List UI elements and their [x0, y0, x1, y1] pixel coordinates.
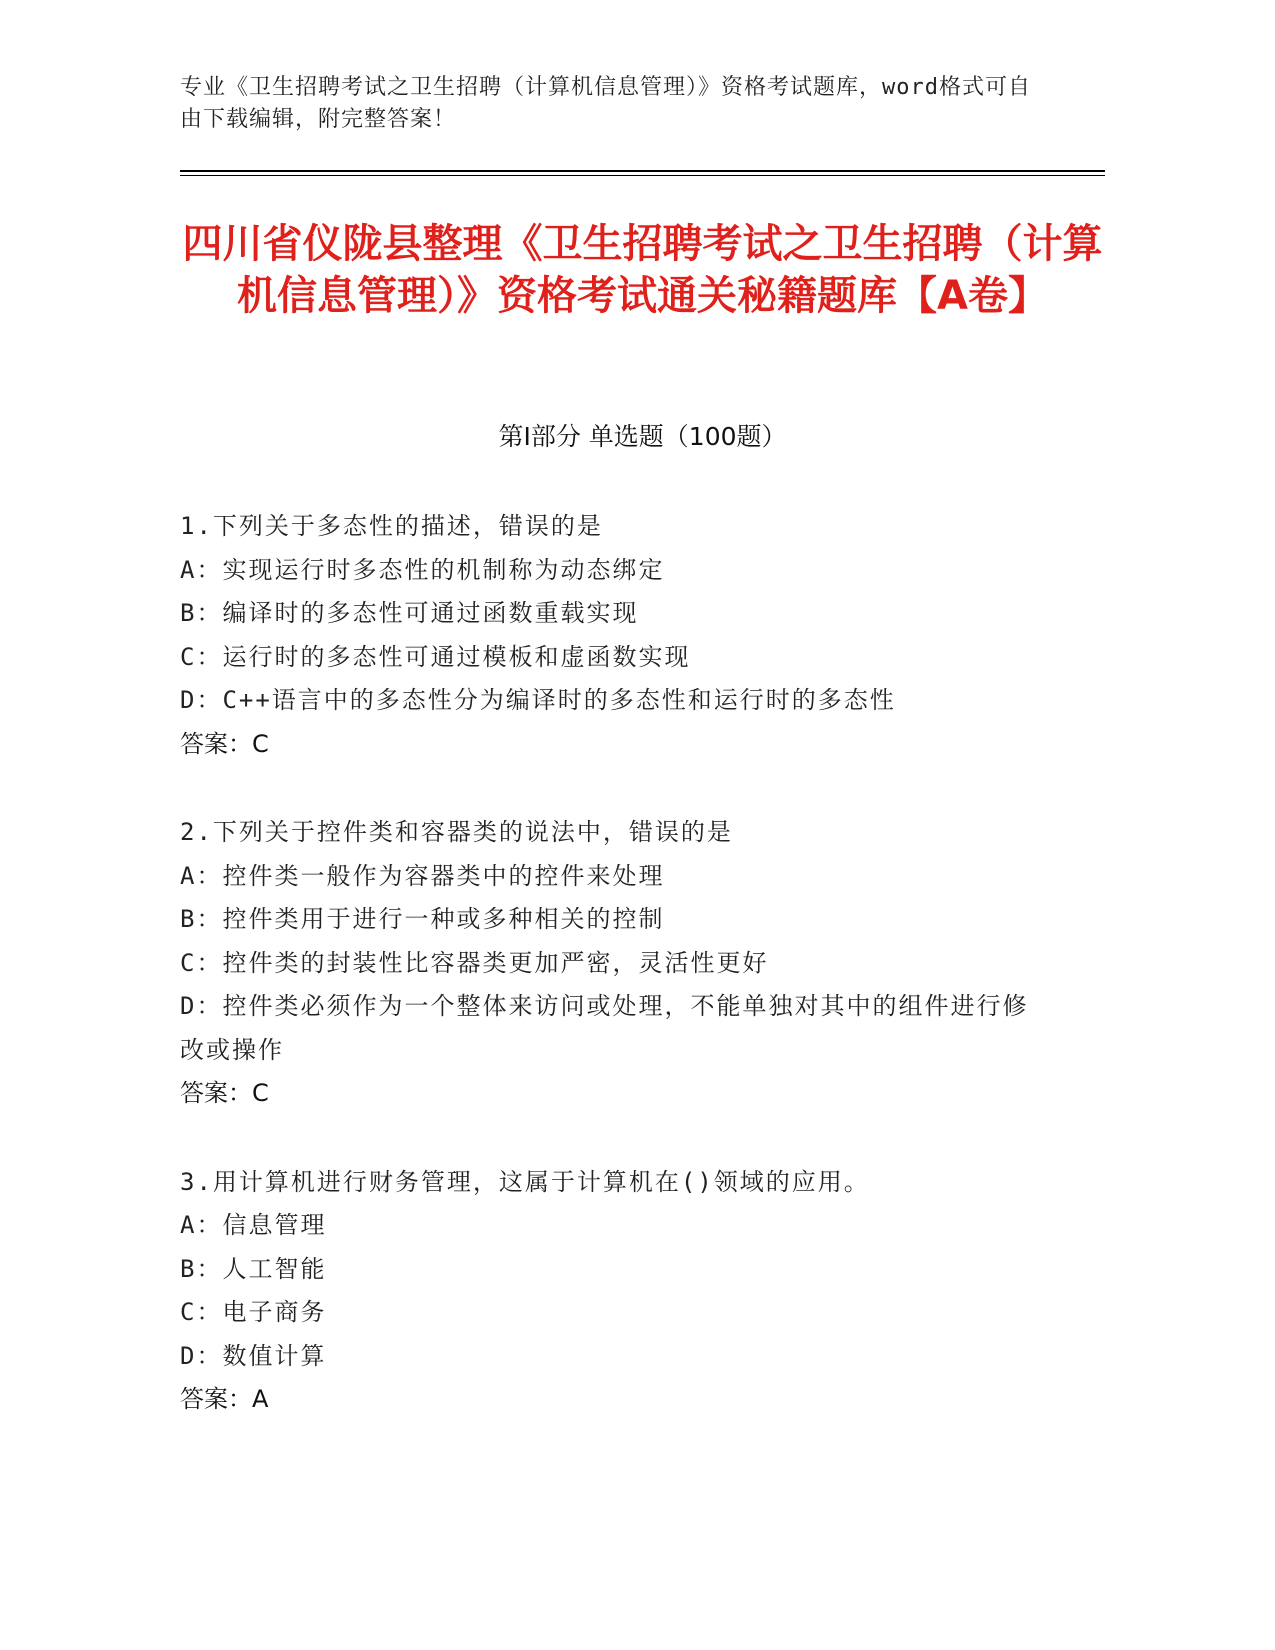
option-d: D：C++语言中的多态性分为编译时的多态性和运行时的多态性: [180, 686, 896, 714]
option-d: D：控件类必须作为一个整体来访问或处理，不能单独对其中的组件进行修改或操作: [180, 992, 1029, 1064]
answer: 答案：C: [180, 1079, 269, 1107]
option-b: B：控件类用于进行一种或多种相关的控制: [180, 905, 665, 933]
option-b: B：编译时的多态性可通过函数重载实现: [180, 599, 639, 627]
header-rule-thick: [180, 170, 1105, 172]
option-d: D：数值计算: [180, 1341, 327, 1370]
option-c: C：控件类的封装性比容器类更加严密，灵活性更好: [180, 948, 769, 977]
question-2: [180, 811, 1040, 1116]
question-3: [180, 1161, 1040, 1422]
option-a: A：控件类一般作为容器类中的控件来处理: [180, 861, 665, 890]
option-b: B：人工智能: [180, 1254, 327, 1283]
question-list: [180, 505, 1040, 1467]
option-a: A：实现运行时多态性的机制称为动态绑定: [180, 555, 665, 584]
document-title: 四川省仪陇县整理《卫生招聘考试之卫生招聘（计算机信息管理）》资格考试通关秘籍题库【A卷】: [182, 221, 1103, 319]
answer: 答案：A: [180, 1385, 269, 1413]
question-stem: 3.用计算机进行财务管理，这属于计算机在()领域的应用。: [180, 1167, 870, 1196]
header-rule-thin: [180, 175, 1105, 176]
question-stem: 2.下列关于控件类和容器类的说法中，错误的是: [180, 818, 733, 846]
question-1: [180, 505, 1040, 766]
section-title: 第Ⅰ部分 单选题（100题）: [498, 422, 787, 451]
header-note: 专业《卫生招聘考试之卫生招聘（计算机信息管理）》资格考试题库，word格式可自由下载编辑，附完整答案！: [180, 75, 1031, 132]
option-a: A：信息管理: [180, 1211, 327, 1239]
option-c: C：电子商务: [180, 1298, 327, 1326]
question-stem: 1.下列关于多态性的描述，错误的是: [180, 512, 603, 540]
answer: 答案：C: [180, 729, 269, 758]
option-c: C：运行时的多态性可通过模板和虚函数实现: [180, 642, 691, 671]
